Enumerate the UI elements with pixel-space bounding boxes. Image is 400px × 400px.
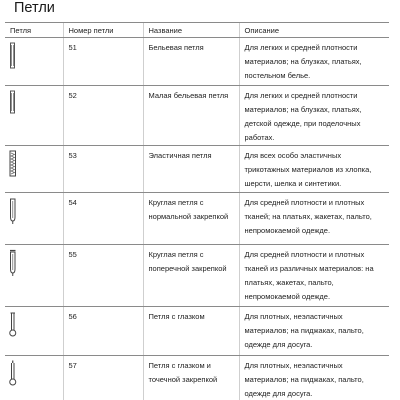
- bar-tack-stitch-icon: [9, 42, 17, 70]
- stitch-number: 53: [63, 146, 143, 193]
- stitch-icon-cell: [5, 193, 63, 245]
- header-description: Описание: [239, 23, 389, 38]
- table-row: [5, 245, 389, 307]
- round-buttonhole-icon: [9, 197, 17, 225]
- table-row: [5, 307, 389, 356]
- stitch-description: Для легких и средней плотности материалов; на блузках, платьях, постельном белье.: [239, 38, 389, 86]
- stretch-buttonhole-icon: [9, 150, 17, 178]
- stitch-name: Петля с глазком: [143, 307, 239, 356]
- stitch-description: Для легких и средней плотности материалов; на блузках, платьях, детской одежде, при поделочных работах.: [239, 86, 389, 146]
- stitch-number: 52: [63, 86, 143, 146]
- page-title: Петли: [14, 0, 55, 16]
- stitch-description: Для средней плотности и плотных тканей из различных материалов: на платьях, жакетах, пальто, непромокаемой одежде.: [239, 245, 389, 307]
- table-row: [5, 356, 389, 400]
- header-number: Номер петли: [63, 23, 143, 38]
- stitch-number: 57: [63, 356, 143, 400]
- stitch-icon-cell: [5, 245, 63, 307]
- stitch-number: 51: [63, 38, 143, 86]
- stitch-description: Для плотных, неэластичных материалов; на пиджаках, пальто, одежде для досуга.: [239, 356, 389, 400]
- stitch-description: Для средней плотности и плотных тканей; на платьях, жакетах, пальто, непромокаемой одежде.: [239, 193, 389, 245]
- stitch-icon-cell: [5, 356, 63, 400]
- keyhole-point-tack-icon: [9, 360, 17, 388]
- stitch-name: Малая бельевая петля: [143, 86, 239, 146]
- stitch-name: Петля с глазком и точечной закрепкой: [143, 356, 239, 400]
- stitch-number: 56: [63, 307, 143, 356]
- stitch-name: Бельевая петля: [143, 38, 239, 86]
- stitch-name: Круглая петля с нормальной закрепкой: [143, 193, 239, 245]
- table-row: [5, 86, 389, 146]
- table-header-row: [5, 23, 389, 38]
- header-icon: Петля: [5, 23, 63, 38]
- stitch-icon-cell: [5, 146, 63, 193]
- keyhole-buttonhole-icon: [9, 311, 17, 339]
- stitch-name: Эластичная петля: [143, 146, 239, 193]
- table-row: [5, 146, 389, 193]
- stitch-description: Для всех особо эластичных трикотажных материалов из хлопка, шерсти, шелка и синтетики.: [239, 146, 389, 193]
- stitch-description: Для плотных, неэластичных материалов; на пиджаках, пальто, одежде для досуга.: [239, 307, 389, 356]
- stitch-icon-cell: [5, 38, 63, 86]
- buttonhole-table: [5, 22, 389, 400]
- stitch-icon-cell: [5, 307, 63, 356]
- bar-tack-stitch-icon: [9, 90, 17, 118]
- table-row: [5, 38, 389, 86]
- stitch-number: 55: [63, 245, 143, 307]
- header-name: Название: [143, 23, 239, 38]
- table-row: [5, 193, 389, 245]
- stitch-icon-cell: [5, 86, 63, 146]
- stitch-name: Круглая петля с поперечной закрепкой: [143, 245, 239, 307]
- stitch-number: 54: [63, 193, 143, 245]
- round-buttonhole-cross-bar-icon: [9, 249, 17, 277]
